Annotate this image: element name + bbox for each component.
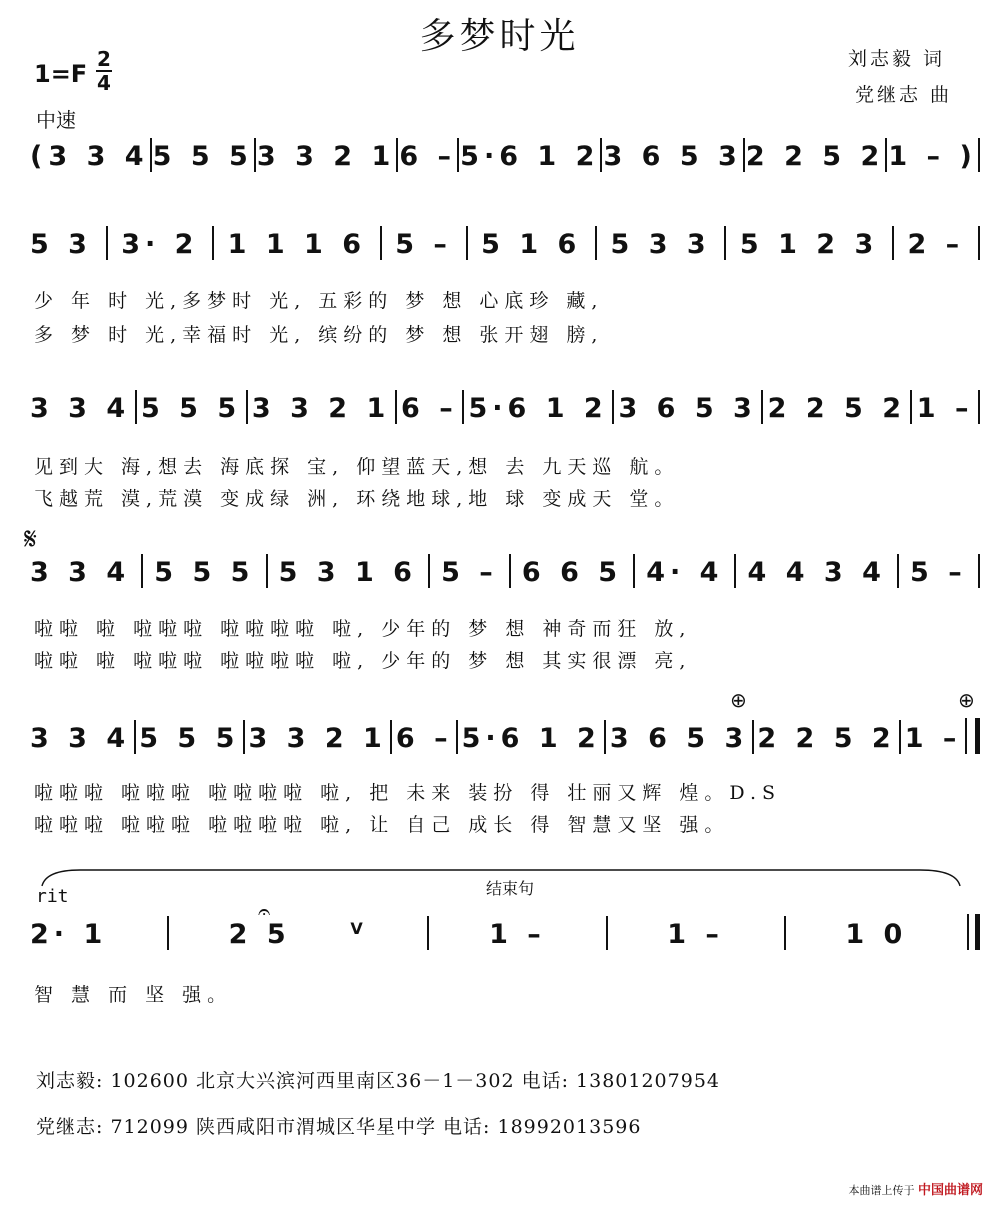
fermata-icon: 𝄐 [258, 900, 271, 925]
barline [428, 554, 430, 588]
measure-notes: 2 2 5 2 [767, 393, 906, 424]
measure-notes: 3 6 5 3 [618, 393, 757, 424]
barline [897, 554, 899, 588]
staff-line-5 [30, 718, 980, 762]
staff-line-3 [30, 390, 980, 432]
measure-notes: 1 0 [845, 919, 908, 950]
barline [466, 226, 468, 260]
barline [134, 720, 136, 754]
segno-icon: 𝄋 [24, 522, 37, 557]
barline [910, 390, 912, 424]
barline [246, 390, 248, 424]
barline [978, 138, 980, 172]
barline [978, 226, 980, 260]
measure-notes: 3 3 2 1 [248, 723, 387, 754]
barline [390, 720, 392, 754]
composer-credit: 党继志 曲 [855, 84, 953, 106]
barline [633, 554, 635, 588]
barline [784, 916, 786, 950]
page-title: 多梦时光 [419, 16, 580, 57]
lyric-verse1-line3: 啦啦 啦 啦啦啦 啦啦啦啦 啦, 少年的 梦 想 神奇而狂 放, [34, 618, 692, 640]
measure-notes: 6 6 5 [521, 557, 623, 588]
measure-notes: 2· 1 [30, 919, 108, 950]
barline [243, 720, 245, 754]
barline [254, 138, 256, 172]
measure-notes: 3 3 2 1 [256, 141, 396, 172]
barline [106, 226, 108, 260]
breath-mark: V [350, 919, 368, 938]
measure-notes: 5 3 3 [610, 229, 711, 260]
measure-notes: 3· 2 [121, 229, 199, 260]
coda-icon: ⊕ [730, 688, 747, 712]
barline [606, 916, 608, 950]
ending-label: 结束句 [486, 879, 535, 898]
ritardando-marking: rit [36, 886, 69, 907]
measure-notes: 3 3 4 [30, 723, 131, 754]
measure-notes: 5 – [910, 557, 967, 588]
barline [509, 554, 511, 588]
measure-notes: 5·6 1 2 [461, 723, 601, 754]
barline [457, 138, 459, 172]
measure-notes: 5 5 5 [140, 393, 242, 424]
barline [266, 554, 268, 588]
staff-line-4 [30, 554, 980, 596]
staff-line-2 [30, 226, 980, 268]
time-signature [94, 48, 114, 94]
barline [396, 138, 398, 172]
barline [752, 720, 754, 754]
staff-line-6 [30, 914, 980, 958]
contact-lyricist: 刘志毅: 102600 北京大兴滨河西里南区36－1－302 电话: 13801207954 [36, 1070, 720, 1092]
measure-notes: 4 4 3 4 [747, 557, 886, 588]
measure-notes: 4· 4 [646, 557, 724, 588]
site-logo: 中国曲谱网 [917, 1183, 983, 1198]
lyric-verse1-line4: 啦啦啦 啦啦啦 啦啦啦啦 啦, 把 未来 装扮 得 壮丽又辉 煌。D.S [34, 782, 782, 804]
measure-notes: 1 – [904, 723, 962, 754]
time-signature-numerator: 2 [97, 47, 111, 71]
measure-notes: 5 3 [30, 229, 92, 260]
measure-notes: 5·6 1 2 [460, 141, 600, 172]
barline [150, 138, 152, 172]
contact-composer: 党继志: 712099 陕西咸阳市渭城区华星中学 电话: 18992013596 [36, 1116, 642, 1138]
barline [885, 138, 887, 172]
measure-notes: 1 1 1 6 [227, 229, 367, 260]
measure-notes: 6 – [399, 141, 457, 172]
barline [167, 916, 169, 950]
measure-notes: 3 3 2 1 [251, 393, 391, 424]
lyric-verse2-line3: 啦啦 啦 啦啦啦 啦啦啦啦 啦, 少年的 梦 想 其实很漂 亮, [34, 650, 692, 672]
upload-prefix: 本曲谱上传于 [848, 1184, 915, 1197]
measure-notes: 2 5 [228, 919, 291, 950]
time-signature-denominator: 4 [97, 71, 111, 95]
barline [135, 390, 137, 424]
barline [380, 226, 382, 260]
measure-notes: 2 2 5 2 [757, 723, 896, 754]
barline [462, 390, 464, 424]
measure-notes: 3 3 4 [30, 393, 131, 424]
barline [456, 720, 458, 754]
lyric-verse2-line4: 啦啦啦 啦啦啦 啦啦啦啦 啦, 让 自己 成长 得 智慧又坚 强。 [34, 814, 730, 836]
barline [212, 226, 214, 260]
measure-notes: 2 – [907, 229, 965, 260]
barline [734, 554, 736, 588]
measure-notes: ( [30, 141, 48, 172]
repeat-barline [965, 718, 980, 754]
barline [427, 916, 429, 950]
barline [612, 390, 614, 424]
measure-notes: 5 – [441, 557, 498, 588]
measure-notes: 6 – [395, 723, 453, 754]
measure-notes: 3 6 5 3 [603, 141, 742, 172]
staff-line-1 [30, 138, 980, 180]
lyric-verse2-line2: 飞越荒 漠,荒漠 变成绿 洲, 环绕地球,地 球 变成天 堂。 [34, 488, 680, 510]
measure-notes: 1 – [667, 919, 724, 950]
measure-notes: 5 5 5 [154, 557, 255, 588]
measure-notes: 5 1 2 3 [739, 229, 879, 260]
measure-notes: 6 – [401, 393, 458, 424]
lyric-final-line: 智 慧 而 坚 强。 [34, 984, 233, 1006]
measure-notes: 3 3 4 [30, 557, 131, 588]
measure-notes: 5 5 5 [139, 723, 240, 754]
barline [743, 138, 745, 172]
measure-notes: 5 3 1 6 [278, 557, 417, 588]
lyric-verse1-line1: 少 年 时 光,多梦时 光, 五彩的 梦 想 心底珍 藏, [34, 290, 604, 312]
coda-icon: ⊕ [958, 688, 975, 712]
measure-notes: 1 – [489, 919, 546, 950]
barline [899, 720, 901, 754]
lyric-verse1-line2: 见到大 海,想去 海底探 宝, 仰望蓝天,想 去 九天巡 航。 [34, 456, 680, 478]
barline [600, 138, 602, 172]
lyric-verse2-line1: 多 梦 时 光,幸福时 光, 缤纷的 梦 想 张开翅 膀, [34, 324, 604, 346]
barline [141, 554, 143, 588]
barline [892, 226, 894, 260]
measure-notes: 5 – [395, 229, 452, 260]
tempo-marking: 中速 [36, 108, 76, 132]
measure-notes: 3 3 4 [48, 141, 149, 172]
measure-notes: 1 – ) [888, 141, 977, 172]
barline [978, 390, 980, 424]
barline [604, 720, 606, 754]
measure-notes: 2 2 5 2 [745, 141, 885, 172]
measure-notes: 1 – [916, 393, 974, 424]
measure-notes: 3 6 5 3 [609, 723, 749, 754]
measure-notes: 5 5 5 [152, 141, 253, 172]
measure-notes: 5 1 6 [481, 229, 582, 260]
measure-notes: 5·6 1 2 [468, 393, 608, 424]
barline [595, 226, 597, 260]
upload-credit [848, 1179, 983, 1198]
barline [978, 554, 980, 588]
key-signature: 1=F [34, 60, 88, 88]
barline [761, 390, 763, 424]
lyricist-credit: 刘志毅 词 [848, 48, 946, 70]
barline [724, 226, 726, 260]
final-barline [967, 914, 980, 950]
barline [395, 390, 397, 424]
